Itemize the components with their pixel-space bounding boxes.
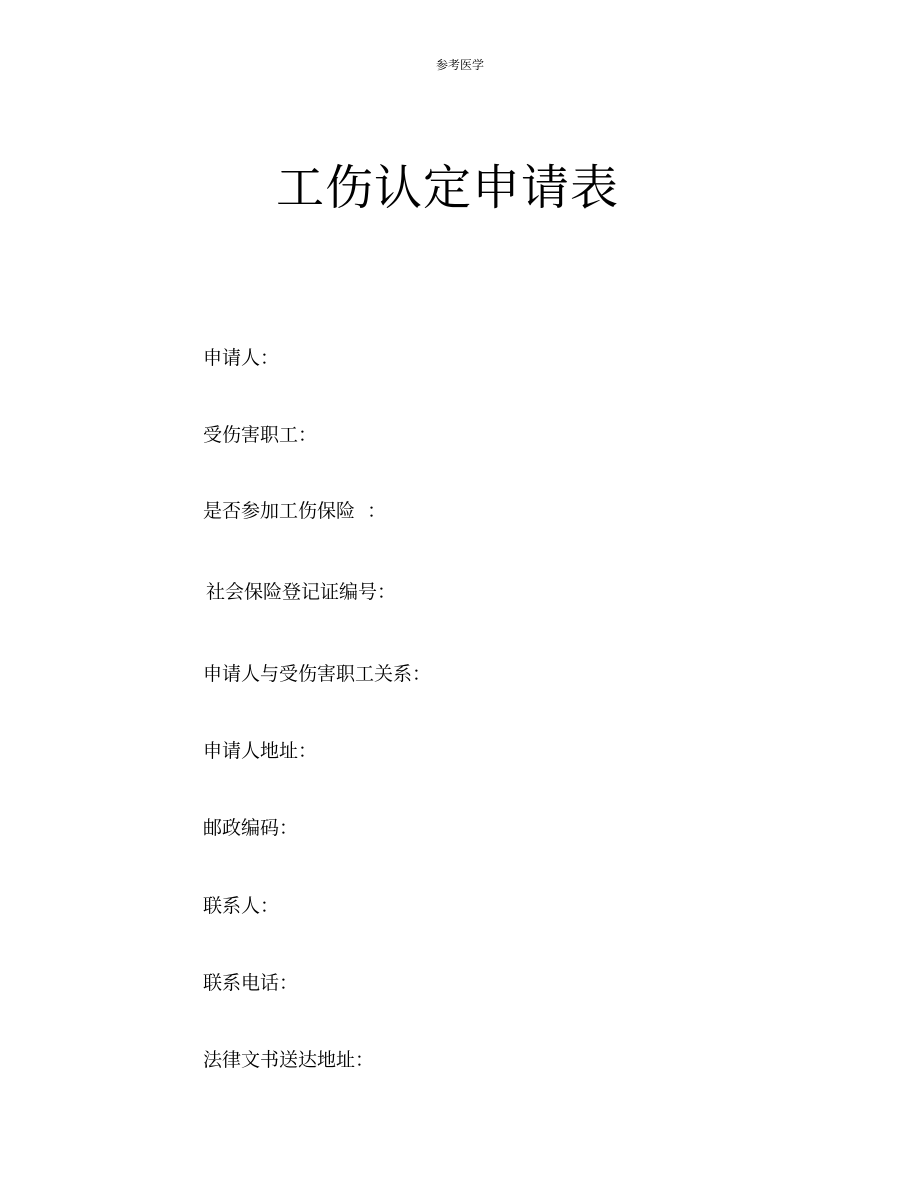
field-contact-person: 联系人： (203, 895, 280, 917)
field-contact-phone: 联系电话： (203, 972, 299, 994)
field-social-insurance-number: 社会保险登记证编号： (206, 581, 397, 603)
field-insurance-participation: 是否参加工伤保险 ： (203, 500, 387, 522)
field-applicant-address: 申请人地址： (203, 740, 318, 762)
field-relationship: 申请人与受伤害职工关系： (203, 663, 432, 685)
field-legal-document-address: 法律文书送达地址： (203, 1049, 375, 1071)
document-title: 工伤认定申请表 (275, 160, 619, 216)
field-injured-employee: 受伤害职工： (203, 424, 318, 446)
page-header: 参考医学 (435, 58, 484, 72)
field-postal-code: 邮政编码： (203, 817, 299, 839)
field-applicant: 申请人： (203, 347, 280, 369)
